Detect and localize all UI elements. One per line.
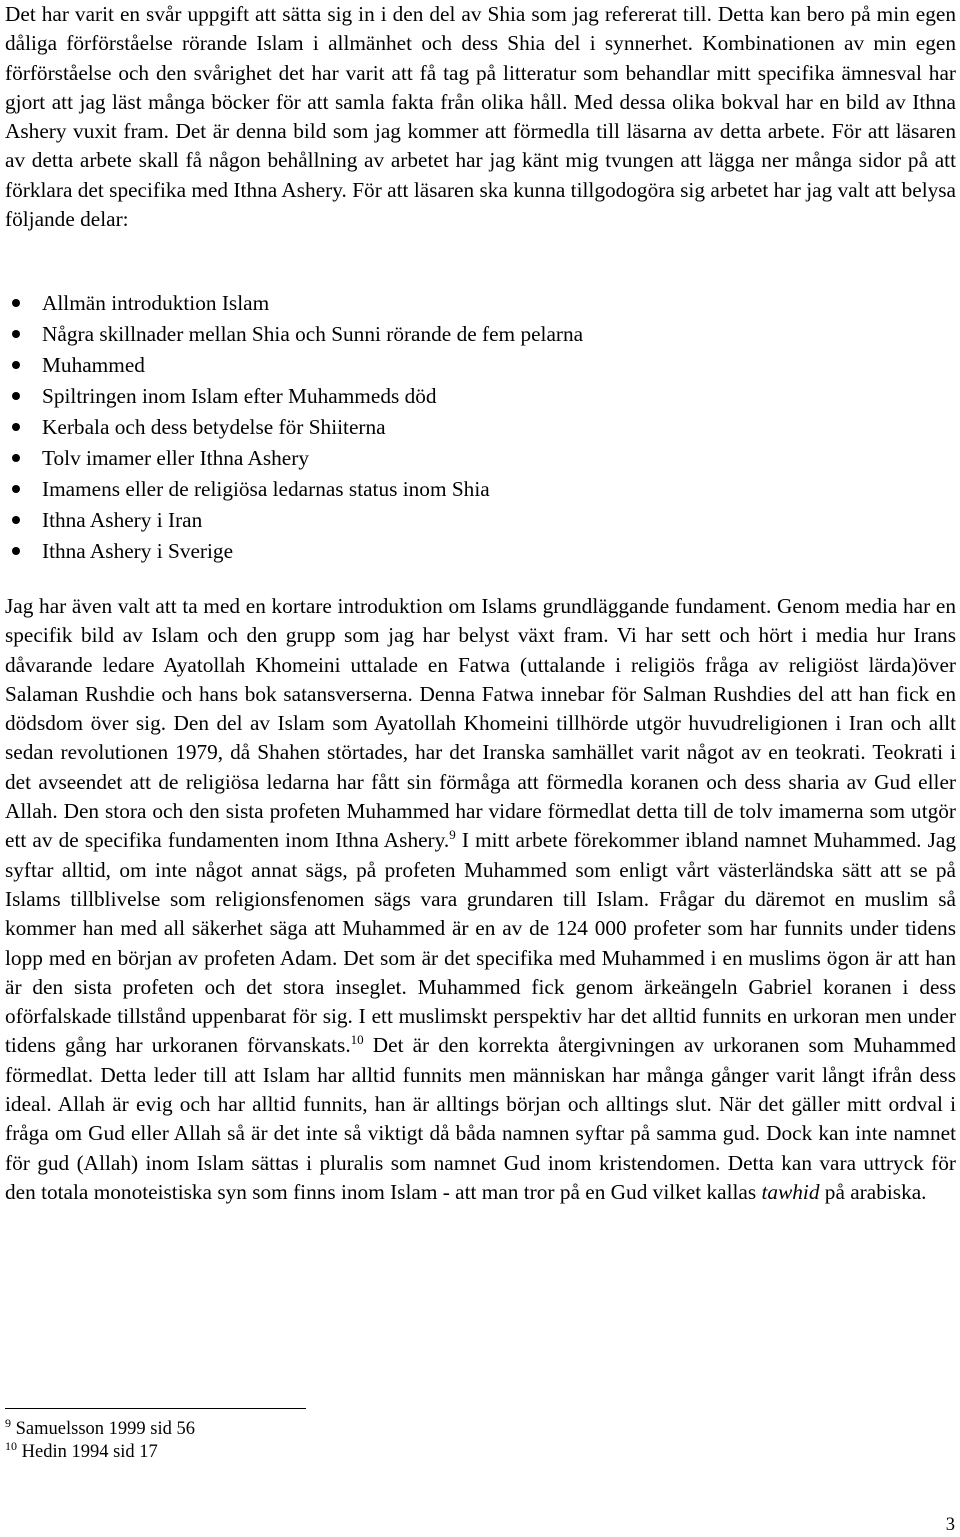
paragraph-text: på arabiska. (819, 1179, 927, 1204)
intro-paragraph: Det har varit en svår uppgift att sätta sig in i den del av Shia som jag refererat till. Detta kan bero på min egen dåliga förförståelse rörande Islam i allmänhet och dess Shia del i synnerhet. Kombinationen av min egen förförståelse och den svårighet det har varit att få tag på litteratur som behandlar mitt specifika ämnesval har gjort att jag läst många böcker för att samla fakta från olika håll. Med dessa olika bokval har en bild av Ithna Ashery vuxit fram. Det är denna bild som jag kommer att förmedla till läsarna av detta arbete. För att läsaren av detta arbete skall få någon behållning av arbetet har jag känt mig tvungen att lägga ner många sidor på att förklara det specifika med Ithna Ashery. För att läsaren ska kunna tillgodogöra sig arbetet har jag valt att belysa följande delar: (5, 2, 956, 232)
list-item: Ithna Ashery i Sverige (0, 536, 583, 567)
italic-term: tawhid (761, 1179, 820, 1204)
footnote-text: Samuelsson 1999 sid 56 (11, 1419, 195, 1439)
list-item: Ithna Ashery i Iran (0, 505, 583, 536)
footnote-reference[interactable]: 10 (350, 1032, 364, 1048)
topic-list (0, 288, 583, 567)
list-item: Muhammed (0, 350, 583, 381)
footnote-number: 9 (5, 1416, 11, 1430)
list-item: Tolv imamer eller Ithna Ashery (0, 443, 583, 474)
list-item: Några skillnader mellan Shia och Sunni rörande de fem pelarna (0, 319, 583, 350)
footnote-text: Hedin 1994 sid 17 (17, 1442, 158, 1462)
list-item: Imamens eller de religiösa ledarnas status inom Shia (0, 474, 583, 505)
list-item: Kerbala och dess betydelse för Shiiterna (0, 412, 583, 443)
footnote (5, 1418, 195, 1441)
list-item: Spiltringen inom Islam efter Muhammeds död (0, 381, 583, 412)
footnote-number: 10 (5, 1439, 17, 1453)
paragraph-text: Jag har även valt att ta med en kortare introduktion om Islams grundläggande fundament. Genom media har en specifik bild av Islam och den grupp som jag har belyst växt fram. Vi har sett och hört i media hur Irans dåvarande ledare Ayatollah Khomeini uttalade en Fatwa (uttalande i religiös fråga av religiöst lärda)över Salaman Rushdie och hans bok satansverserna. Denna Fatwa innebar för Salman Rushdies del att han fick en dödsdom över sig. Den del av Islam som Ayatollah Khomeini tillhörde utgör huvudreligionen i Iran och allt sedan revolutionen 1979, då Shahen störtades, har det Iranska samhället varit något av en teokrati. Teokrati i det avseendet att de religiösa ledarna har fått sin förmåga att förmedla koranen och dess sharia av Gud eller Allah. Den stora och den sista profeten Muhammed har vidare förmedlat detta till de tolv imamerna som utgör ett av de specifika fundamenten inom Ithna Ashery. (5, 594, 956, 853)
footnote (5, 1441, 195, 1464)
footnotes (5, 1418, 195, 1464)
paragraph-text: I mitt arbete förekommer ibland namnet Muhammed. Jag syftar alltid, om inte något annat sägs, på profeten Muhammed som enligt vårt västerländska sätt att se på Islams tillblivelse som religionsfenomen sägs vara grundaren till Islam. Frågar du däremot en muslim så kommer han med all säkerhet säga att Muhammed är en av de 124 000 profeter som har funnits under tidens lopp med en början av profeten Adam. Det som är det specifika med Muhammed i en muslims ögon är att han är den sista profeten och det stora inseglet. Muhammed fick genom ärkeängeln Gabriel koranen i dess oförfalskade tillstånd uppenbarat för sig. I ett muslimskt perspektiv har det alltid funnits en urkoran men under tidens gång har urkoranen förvanskats. (5, 828, 956, 1058)
footnote-reference[interactable]: 9 (449, 827, 456, 843)
list-item: Allmän introduktion Islam (0, 288, 583, 319)
page-number: 3 (945, 1515, 955, 1535)
paragraph-text: Det är den korrekta återgivningen av urkoranen som Muhammed förmedlat. Detta leder till att Islam har alltid funnits men människan har många gånger varit långt ifrån dess ideal. Allah är evig och har alltid funnits, han är alltings början och alltings slut. När det gäller mitt ordval i fråga om Gud eller Allah så är det inte så viktigt då båda namnen syftar på samma gud. Dock kan inte namnet för gud (Allah) inom Islam sättas i pluralis som namnet Gud inom kristendomen. Detta kan vara uttryck för den totala monoteistiska syn som finns inom Islam - att man tror på en Gud vilket kallas (5, 1033, 956, 1204)
footnote-divider (5, 1408, 306, 1409)
main-paragraph (5, 592, 956, 1207)
